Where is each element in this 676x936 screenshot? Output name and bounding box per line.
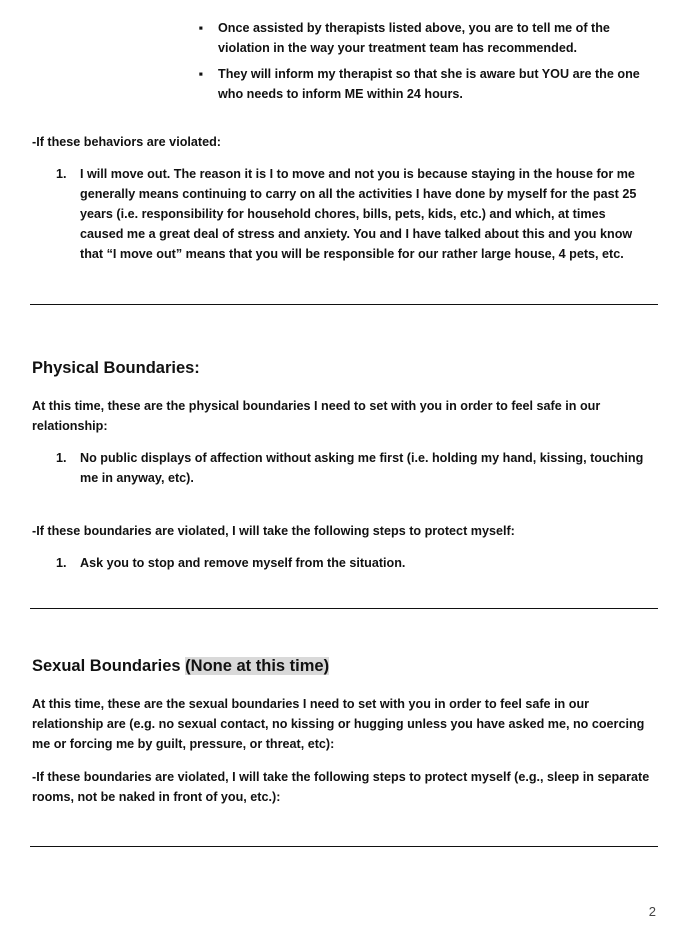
sexual-title-note: (None at this time) [185,657,330,675]
list-item [56,553,644,573]
list-text: Ask you to stop and remove myself from the situation. [80,556,406,570]
behaviors-violated-list [56,164,644,264]
section-divider [30,304,658,305]
sexual-boundaries-intro: At this time, these are the sexual boundaries I need to set with you in order to feel safe in our relationship are (e.g. no sexual contact, no kissing or hugging unless you have asked me, no coercing me or forcing me by guilt, pressure, or threat, etc): [32,697,645,751]
physical-steps-list [56,553,644,573]
section-divider [30,608,658,609]
physical-boundaries-list [56,448,656,488]
bullet-glyph: ▪ [198,67,204,81]
list-number: 1. [56,556,67,570]
list-number: 1. [56,451,67,465]
page-number: 2 [648,904,656,919]
list-item [56,448,656,488]
physical-violated-heading: -If these boundaries are violated, I will take the following steps to protect myself: [32,524,515,538]
list-number: 1. [56,167,67,181]
bullet-text: They will inform my therapist so that she is aware but YOU are the one who needs to inform ME within 24 hours. [218,67,640,101]
bullet-item [196,64,656,104]
bullet-item [196,18,656,58]
sexual-violated-text: -If these boundaries are violated, I will take the following steps to protect myself (e.g., sleep in separate rooms, not be naked in front of you, etc.): [32,770,650,804]
list-text: I will move out. The reason it is I to move and not you is because staying in the house for me generally means continuing to carry on all the activities I have done by myself for the past 25 years (i.e. responsibility for household chores, bills, pets, kids, etc.) and which, at times caused me a great deal of stress and anxiety. You and I have talked about this and you know that “I move out” means that you will be responsible for our rather large house, 4 pets, etc. [80,167,637,261]
sexual-boundaries-title [32,655,329,677]
physical-boundaries-title: Physical Boundaries: [32,359,200,377]
list-text: No public displays of affection without asking me first (i.e. holding my hand, kissing, touching me in anyway, etc). [80,451,644,485]
bullet-glyph: ▪ [198,21,204,35]
section-divider [30,846,658,847]
top-bullet-list [196,18,656,110]
list-item [56,164,644,264]
physical-boundaries-intro: At this time, these are the physical boundaries I need to set with you in order to feel safe in our relationship: [32,399,601,433]
sexual-title-text: Sexual Boundaries [32,657,181,675]
bullet-text: Once assisted by therapists listed above, you are to tell me of the violation in the way your treatment team has recommended. [218,21,610,55]
behaviors-violated-heading: -If these behaviors are violated: [32,135,221,149]
